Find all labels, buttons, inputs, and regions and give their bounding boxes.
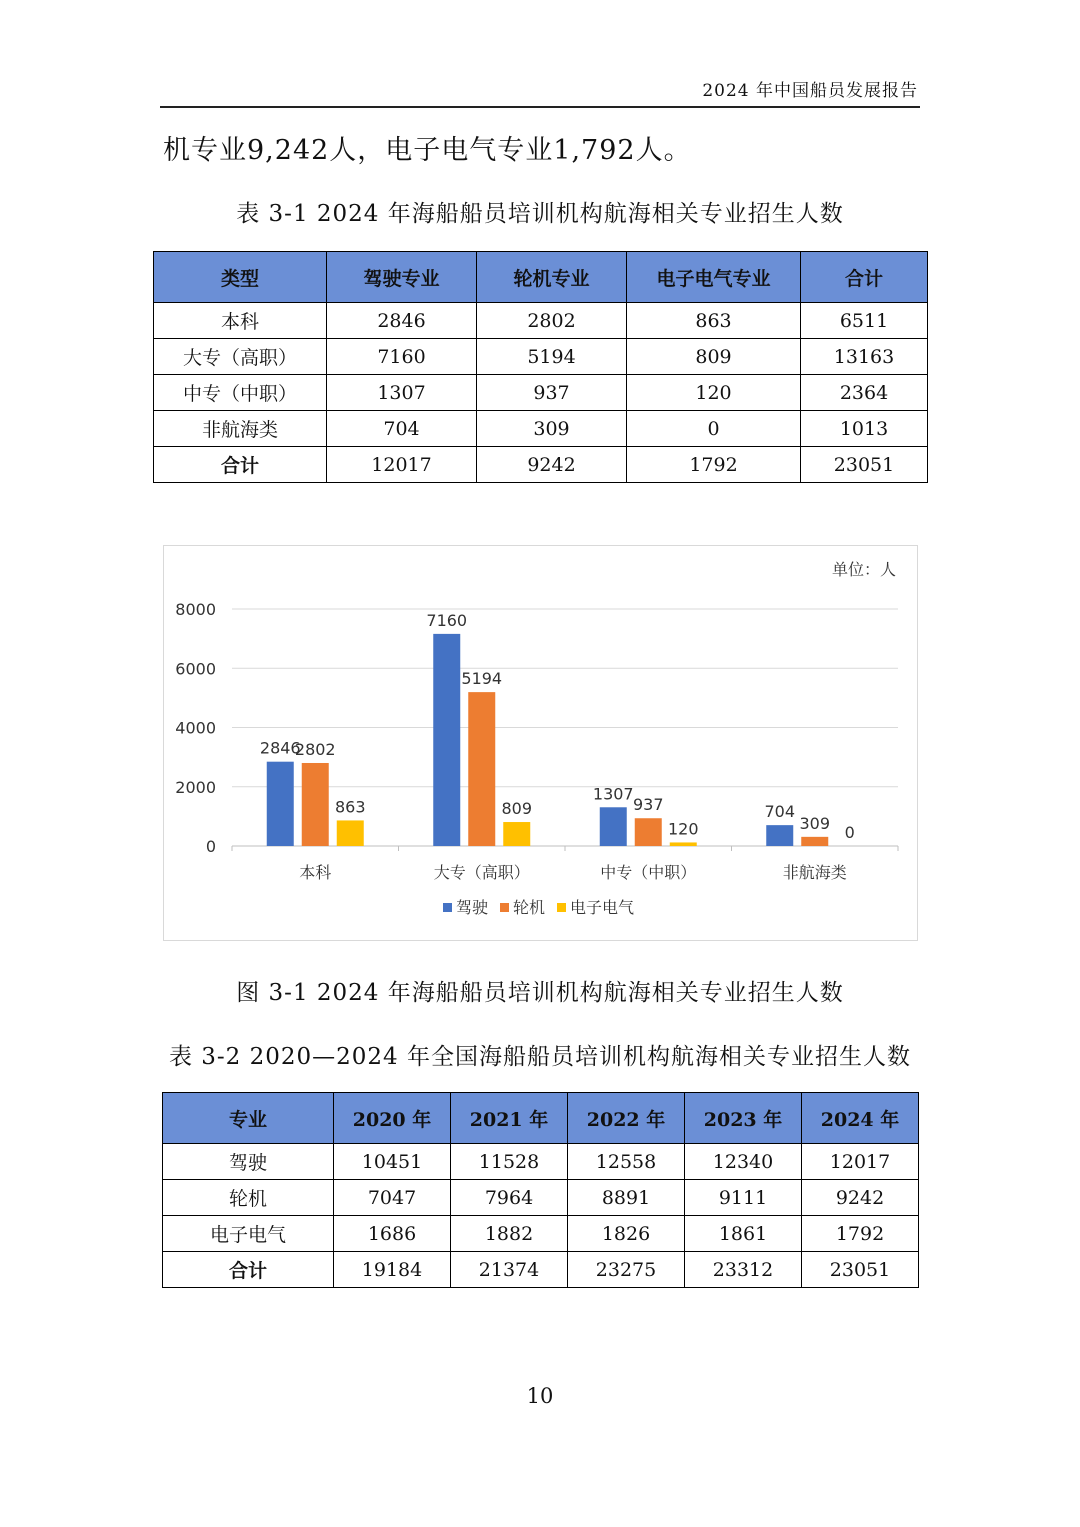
table-cell: 21374: [451, 1252, 568, 1288]
table2: [162, 1092, 919, 1288]
table1-header: 驾驶专业: [327, 252, 477, 303]
bar: [267, 762, 294, 846]
bar: [600, 807, 627, 846]
table-cell: 9111: [685, 1180, 802, 1216]
table-cell: 8891: [568, 1180, 685, 1216]
table-cell: 2846: [327, 303, 477, 339]
table-cell: 合计: [154, 447, 327, 483]
bar-chart: [164, 546, 917, 940]
table-row: [163, 1216, 919, 1252]
table1-header: 类型: [154, 252, 327, 303]
bar: [766, 825, 793, 846]
table-cell: 2802: [477, 303, 627, 339]
x-category-label: 中专（中职）: [600, 863, 697, 882]
table1-caption: 表 3-1 2024 年海船船员培训机构航海相关专业招生人数: [236, 201, 844, 227]
table2-header: 2020 年: [334, 1093, 451, 1144]
bar: [670, 842, 697, 846]
x-category-label: 非航海类: [782, 863, 847, 882]
table-cell: 中专（中职）: [154, 375, 327, 411]
table-cell: 1882: [451, 1216, 568, 1252]
table2-header: 2023 年: [685, 1093, 802, 1144]
table2-header: 专业: [163, 1093, 334, 1144]
bar: [302, 763, 329, 846]
data-label: 7160: [426, 610, 468, 630]
legend-label: 驾驶: [456, 898, 489, 917]
table-cell: 6511: [801, 303, 928, 339]
data-label: 0: [844, 823, 855, 842]
table-cell: 23051: [802, 1252, 919, 1288]
table-row: [154, 375, 928, 411]
table-cell: 23312: [685, 1252, 802, 1288]
table-cell: 2364: [801, 375, 928, 411]
table-cell: 863: [627, 303, 801, 339]
table-cell: 12558: [568, 1144, 685, 1180]
table-cell: 1792: [802, 1216, 919, 1252]
bar: [801, 837, 828, 846]
table-cell: 12017: [327, 447, 477, 483]
table-cell: 12017: [802, 1144, 919, 1180]
table-cell: 轮机: [163, 1180, 334, 1216]
bar-chart-frame: [163, 545, 918, 941]
table1-header: 合计: [801, 252, 928, 303]
data-label: 704: [764, 802, 796, 822]
bar: [468, 692, 495, 846]
table-cell: 937: [477, 375, 627, 411]
legend-label: 轮机: [513, 898, 546, 917]
bar: [433, 634, 460, 846]
legend-label: 电子电气: [570, 898, 635, 917]
x-category-label: 大专（高职）: [433, 863, 530, 882]
table-row: [154, 339, 928, 375]
table-cell: 5194: [477, 339, 627, 375]
table1-header-row: [154, 252, 928, 303]
table-cell: 10451: [334, 1144, 451, 1180]
table-cell: 19184: [334, 1252, 451, 1288]
data-label: 937: [632, 795, 664, 815]
table-cell: 7964: [451, 1180, 568, 1216]
figure-caption: 图 3-1 2024 年海船船员培训机构航海相关专业招生人数: [236, 980, 844, 1006]
table-cell: 1826: [568, 1216, 685, 1252]
data-label: 2802: [294, 739, 336, 759]
table1-header: 轮机专业: [477, 252, 627, 303]
table-cell: 9242: [802, 1180, 919, 1216]
table1-header: 电子电气专业: [627, 252, 801, 303]
table-cell: 809: [627, 339, 801, 375]
table-cell: 1792: [627, 447, 801, 483]
table-cell: 13163: [801, 339, 928, 375]
y-tick-label: 2000: [175, 777, 216, 797]
header-rule: [160, 106, 920, 108]
bar: [503, 822, 530, 846]
table-cell: 合计: [163, 1252, 334, 1288]
table-cell: 1686: [334, 1216, 451, 1252]
legend-swatch: [557, 903, 566, 912]
table2-header-row: [163, 1093, 919, 1144]
y-tick-label: 8000: [175, 600, 216, 619]
table-cell: 1307: [327, 375, 477, 411]
y-tick-label: 6000: [175, 659, 216, 679]
y-tick-label: 0: [205, 837, 216, 856]
chart-unit-label: 单位：人: [831, 560, 896, 579]
table-cell: 309: [477, 411, 627, 447]
table-total-row: [154, 447, 928, 483]
table2-header: 2021 年: [451, 1093, 568, 1144]
table-cell: 7047: [334, 1180, 451, 1216]
table2-header: 2024 年: [802, 1093, 919, 1144]
table-cell: 12340: [685, 1144, 802, 1180]
data-label: 309: [799, 813, 831, 833]
table2-caption: 表 3-2 2020—2024 年全国海船船员培训机构航海相关专业招生人数: [168, 1044, 912, 1070]
table-cell: 120: [627, 375, 801, 411]
table-cell: 11528: [451, 1144, 568, 1180]
intro-paragraph: 机专业9,242人，电子电气专业1,792人。: [163, 135, 692, 166]
data-label: 809: [501, 799, 533, 819]
table-total-row: [163, 1252, 919, 1288]
table-cell: 非航海类: [154, 411, 327, 447]
data-label: 120: [667, 819, 699, 839]
table-cell: 驾驶: [163, 1144, 334, 1180]
y-tick-label: 4000: [175, 718, 216, 738]
table-cell: 本科: [154, 303, 327, 339]
table-cell: 1861: [685, 1216, 802, 1252]
bar: [635, 818, 662, 846]
table-row: [163, 1180, 919, 1216]
x-category-label: 本科: [299, 863, 332, 882]
table-row: [163, 1144, 919, 1180]
table-row: [154, 411, 928, 447]
data-label: 863: [334, 797, 366, 817]
table-cell: 电子电气: [163, 1216, 334, 1252]
table-cell: 大专（高职）: [154, 339, 327, 375]
table-cell: 23275: [568, 1252, 685, 1288]
table-cell: 704: [327, 411, 477, 447]
table-cell: 0: [627, 411, 801, 447]
data-label: 2846: [259, 738, 301, 758]
table-row: [154, 303, 928, 339]
table-cell: 1013: [801, 411, 928, 447]
table-cell: 23051: [801, 447, 928, 483]
running-header: 2024 年中国船员发展报告: [702, 81, 918, 101]
table-cell: 9242: [477, 447, 627, 483]
table2-header: 2022 年: [568, 1093, 685, 1144]
data-label: 1307: [592, 784, 634, 804]
table1: [153, 251, 928, 483]
table-cell: 7160: [327, 339, 477, 375]
legend-swatch: [443, 903, 452, 912]
data-label: 5194: [461, 669, 503, 689]
page-number: 10: [526, 1384, 554, 1408]
bar: [337, 820, 364, 846]
legend-swatch: [500, 903, 509, 912]
